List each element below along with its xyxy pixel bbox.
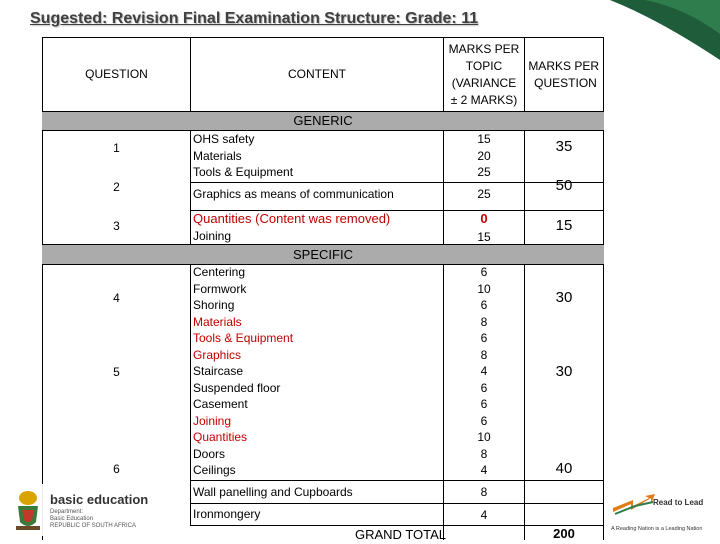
header-question: QUESTION (85, 67, 148, 81)
header-content: CONTENT (288, 67, 346, 81)
table-top-border (42, 37, 604, 38)
question-total: 35 (555, 138, 573, 155)
header-marks-per-question: MARKS PER QUESTION (528, 59, 599, 90)
topic-marks: 15 20 25 (477, 132, 491, 179)
logo-name: Read to Lead (653, 498, 704, 507)
question-total: 50 (555, 177, 573, 194)
content-item-removed: Quantities (Content was removed) (193, 211, 391, 226)
book-arrow-icon (611, 490, 657, 516)
content-item: Ironmongery (193, 507, 261, 521)
question-number: 5 (113, 365, 120, 379)
topic-marks: 15 (477, 230, 491, 244)
logo-tagline: A Reading Nation is a Leading Nation (611, 526, 703, 532)
logo-name: basic education (50, 492, 149, 507)
topic-marks: 6 10 6 8 6 8 4 6 6 6 10 8 4 (477, 265, 491, 477)
question-number: 1 (113, 141, 120, 155)
question-total: 40 (555, 460, 573, 477)
question-number: 3 (113, 219, 120, 233)
content-item: Graphics as means of communication (193, 187, 394, 201)
header-marks-per-topic: MARKS PER TOPIC (VARIANCE ± 2 MARKS) (448, 42, 520, 107)
col-divider (190, 264, 191, 526)
content-list: OHS safety Materials Tools & Equipment (193, 132, 294, 179)
grand-total-value: 200 (553, 526, 575, 541)
logo-department: Department: Basic Education REPUBLIC OF SOUTH AFRICA (50, 509, 137, 529)
row-divider (190, 480, 604, 481)
question-number: 4 (113, 291, 120, 305)
topic-marks: 25 (477, 187, 491, 201)
topic-marks: 8 (480, 485, 488, 499)
grand-total-label: GRAND TOTAL (355, 527, 447, 542)
question-total: 15 (555, 217, 573, 234)
question-total: 30 (555, 363, 573, 380)
basic-education-logo (8, 484, 168, 536)
col-divider (190, 130, 191, 244)
question-number: 2 (113, 180, 120, 194)
row-divider (190, 503, 604, 504)
read-to-lead-logo (605, 484, 720, 540)
content-item: Joining (193, 229, 232, 243)
section-specific: SPECIFIC (42, 244, 604, 265)
question-number: 6 (113, 462, 120, 476)
content-list: Centering Formwork Shoring Materials Tools & Equipment Graphics Staircase Suspended floor Casement Joining Quantities Doors Ceilings (193, 265, 294, 477)
page-title: Sugested: Revision Final Examination Structure: Grade: 11 (30, 10, 479, 27)
coat-of-arms-icon (12, 488, 44, 532)
corner-decoration (550, 0, 720, 60)
question-total: 30 (555, 289, 573, 306)
col-divider (524, 37, 525, 111)
topic-marks: 4 (480, 508, 488, 522)
content-item: Wall panelling and Cupboards (193, 485, 353, 499)
topic-marks-removed: 0 (480, 211, 488, 226)
section-generic: GENERIC (42, 111, 604, 131)
